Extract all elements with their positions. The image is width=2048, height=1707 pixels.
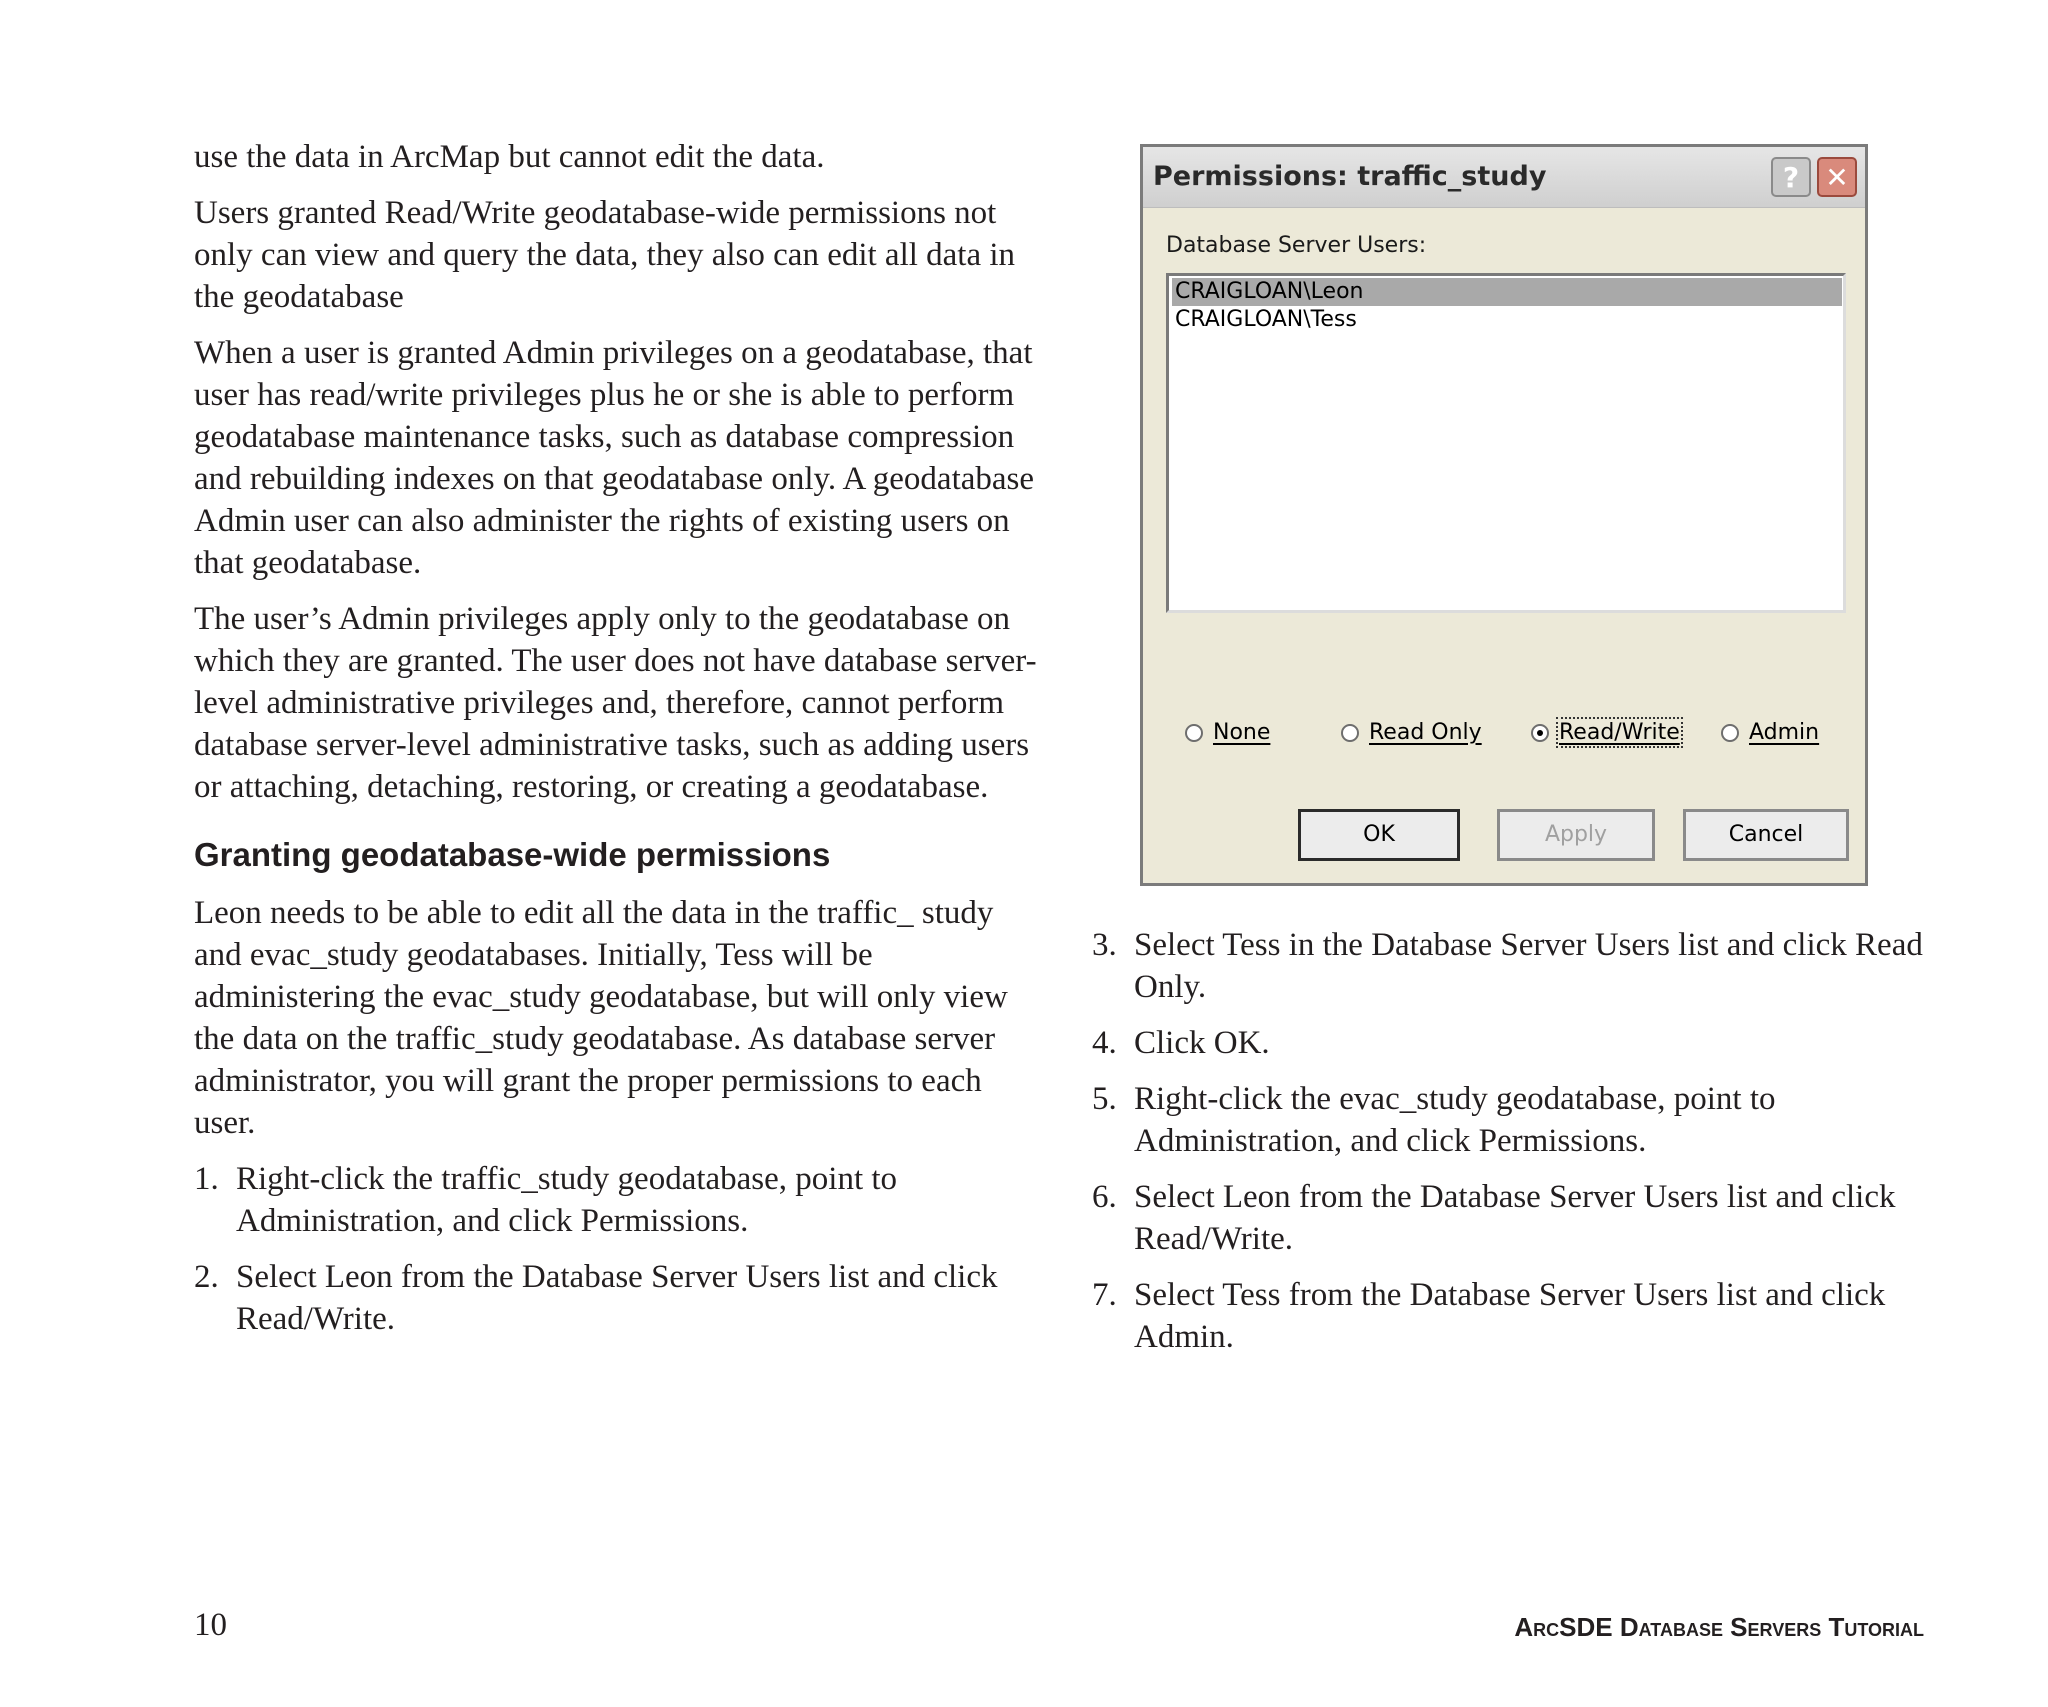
dialog-titlebar[interactable] bbox=[1143, 147, 1865, 208]
help-icon: ? bbox=[1782, 161, 1800, 194]
radio-label: Read/Write bbox=[1559, 720, 1680, 745]
step-text: Select Leon from the Database Server Users list and click Read/Write. bbox=[236, 1259, 998, 1337]
paragraph: Leon needs to be able to edit all the data in the traffic_ study and evac_study geodatabases. Initially, Tess will be administering the evac_study geodatabase, but will only view the data on the traffic_study geodatabase. As database server administrator, you will grant the proper permissions to each user. bbox=[194, 895, 1008, 1141]
list-item bbox=[1092, 1022, 1972, 1064]
ok-button[interactable]: OK bbox=[1298, 809, 1460, 861]
list-item-tess[interactable]: CRAIGLOAN\Tess bbox=[1175, 307, 1357, 332]
step-number: 7. bbox=[1092, 1277, 1117, 1313]
steps-list bbox=[1092, 924, 1972, 1358]
list-item bbox=[1092, 924, 1972, 1008]
book-title: ArcSDE Database Servers Tutorial bbox=[1514, 1612, 1924, 1642]
radio-read-write[interactable] bbox=[1531, 719, 1680, 747]
radio-read-only[interactable] bbox=[1341, 719, 1482, 747]
step-number: 6. bbox=[1092, 1179, 1117, 1215]
close-button[interactable] bbox=[1817, 157, 1857, 197]
left-column bbox=[194, 136, 1044, 1354]
radio-label: Admin bbox=[1749, 720, 1820, 745]
step-number: 5. bbox=[1092, 1081, 1117, 1117]
radio-selected-icon bbox=[1531, 724, 1549, 742]
paragraph: When a user is granted Admin privileges on a geodatabase, that user has read/write privileges plus he or she is able to perform geodatabase maintenance tasks, such as database compression and rebuilding indexes on that geodatabase only. A geodatabase Admin user can also administer the rights of existing users on that geodatabase. bbox=[194, 335, 1035, 581]
step-text: Click OK. bbox=[1134, 1025, 1270, 1061]
paragraph: The user’s Admin privileges apply only to the geodatabase on which they are granted. The user does not have database server-level administrative privileges and, therefore, cannot perform database server-level administrative tasks, such as adding users or attaching, detaching, restoring, or creating a geodatabase. bbox=[194, 601, 1037, 805]
radio-none[interactable] bbox=[1185, 719, 1270, 747]
cancel-button[interactable]: Cancel bbox=[1683, 809, 1849, 861]
radio-circle-icon bbox=[1185, 724, 1203, 742]
paragraph: Users granted Read/Write geodatabase-wide permissions not only can view and query the data, they also can edit all data in the geodatabase bbox=[194, 195, 1016, 315]
list-item bbox=[1092, 1078, 1972, 1162]
step-text: Select Leon from the Database Server Users list and click Read/Write. bbox=[1134, 1179, 1896, 1257]
step-number: 4. bbox=[1092, 1025, 1117, 1061]
permissions-dialog bbox=[1140, 144, 1868, 886]
help-button[interactable] bbox=[1771, 157, 1811, 197]
section-heading: Granting geodatabase-wide permissions bbox=[194, 836, 831, 873]
users-listbox[interactable] bbox=[1166, 273, 1846, 613]
step-number: 1. bbox=[194, 1161, 219, 1197]
list-item-leon[interactable]: CRAIGLOAN\Leon bbox=[1172, 278, 1842, 306]
dialog-title: Permissions: traffic_study bbox=[1153, 161, 1547, 192]
steps-list bbox=[194, 1158, 1044, 1340]
paragraph: use the data in ArcMap but cannot edit the data. bbox=[194, 139, 825, 175]
list-item bbox=[194, 1158, 1044, 1242]
apply-button[interactable]: Apply bbox=[1497, 809, 1655, 861]
radio-circle-icon bbox=[1341, 724, 1359, 742]
close-icon: ✕ bbox=[1825, 161, 1849, 194]
step-text: Right-click the traffic_study geodatabase, point to Administration, and click Permissions. bbox=[236, 1161, 898, 1239]
list-item bbox=[194, 1256, 1044, 1340]
radio-label: Read Only bbox=[1369, 720, 1482, 745]
radio-label: None bbox=[1213, 720, 1271, 745]
radio-circle-icon bbox=[1721, 724, 1739, 742]
page-number: 10 bbox=[194, 1607, 227, 1643]
step-text: Select Tess in the Database Server Users list and click Read Only. bbox=[1134, 927, 1923, 1005]
step-number: 3. bbox=[1092, 927, 1117, 963]
users-label: Database Server Users: bbox=[1166, 233, 1427, 258]
list-item bbox=[1092, 1176, 1972, 1260]
list-item bbox=[1092, 1274, 1972, 1358]
step-text: Select Tess from the Database Server Users list and click Admin. bbox=[1134, 1277, 1886, 1355]
step-text: Right-click the evac_study geodatabase, point to Administration, and click Permissions. bbox=[1134, 1081, 1776, 1159]
radio-admin[interactable] bbox=[1721, 719, 1819, 747]
right-column bbox=[1092, 924, 1972, 1372]
step-number: 2. bbox=[194, 1259, 219, 1295]
